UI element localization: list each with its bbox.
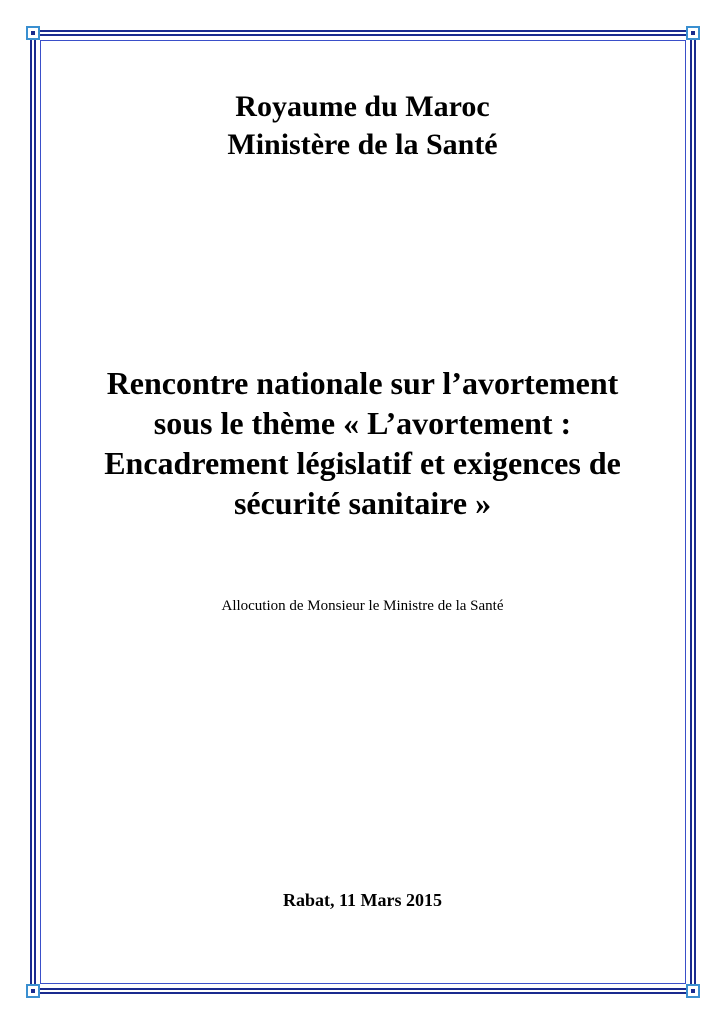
- speech-subtitle: Allocution de Monsieur le Ministre de la Santé: [221, 598, 504, 614]
- ministry-heading: Ministère de la Santé: [227, 128, 498, 161]
- document-header: [60, 88, 665, 164]
- document-title: [60, 363, 665, 523]
- title-line-3: Encadrement législatif et exigences de: [104, 445, 621, 481]
- title-line-4: sécurité sanitaire »: [233, 485, 492, 521]
- corner-ornament-bottom-right: [686, 984, 700, 998]
- title-line-2: sous le thème « L’avortement :: [153, 405, 572, 441]
- place-and-date: Rabat, 11 Mars 2015: [283, 890, 442, 910]
- corner-ornament-top-right: [686, 26, 700, 40]
- corner-ornament-bottom-left: [26, 984, 40, 998]
- kingdom-heading: Royaume du Maroc: [235, 90, 490, 123]
- title-line-1: Rencontre nationale sur l’avortement: [106, 365, 619, 401]
- corner-ornament-top-left: [26, 26, 40, 40]
